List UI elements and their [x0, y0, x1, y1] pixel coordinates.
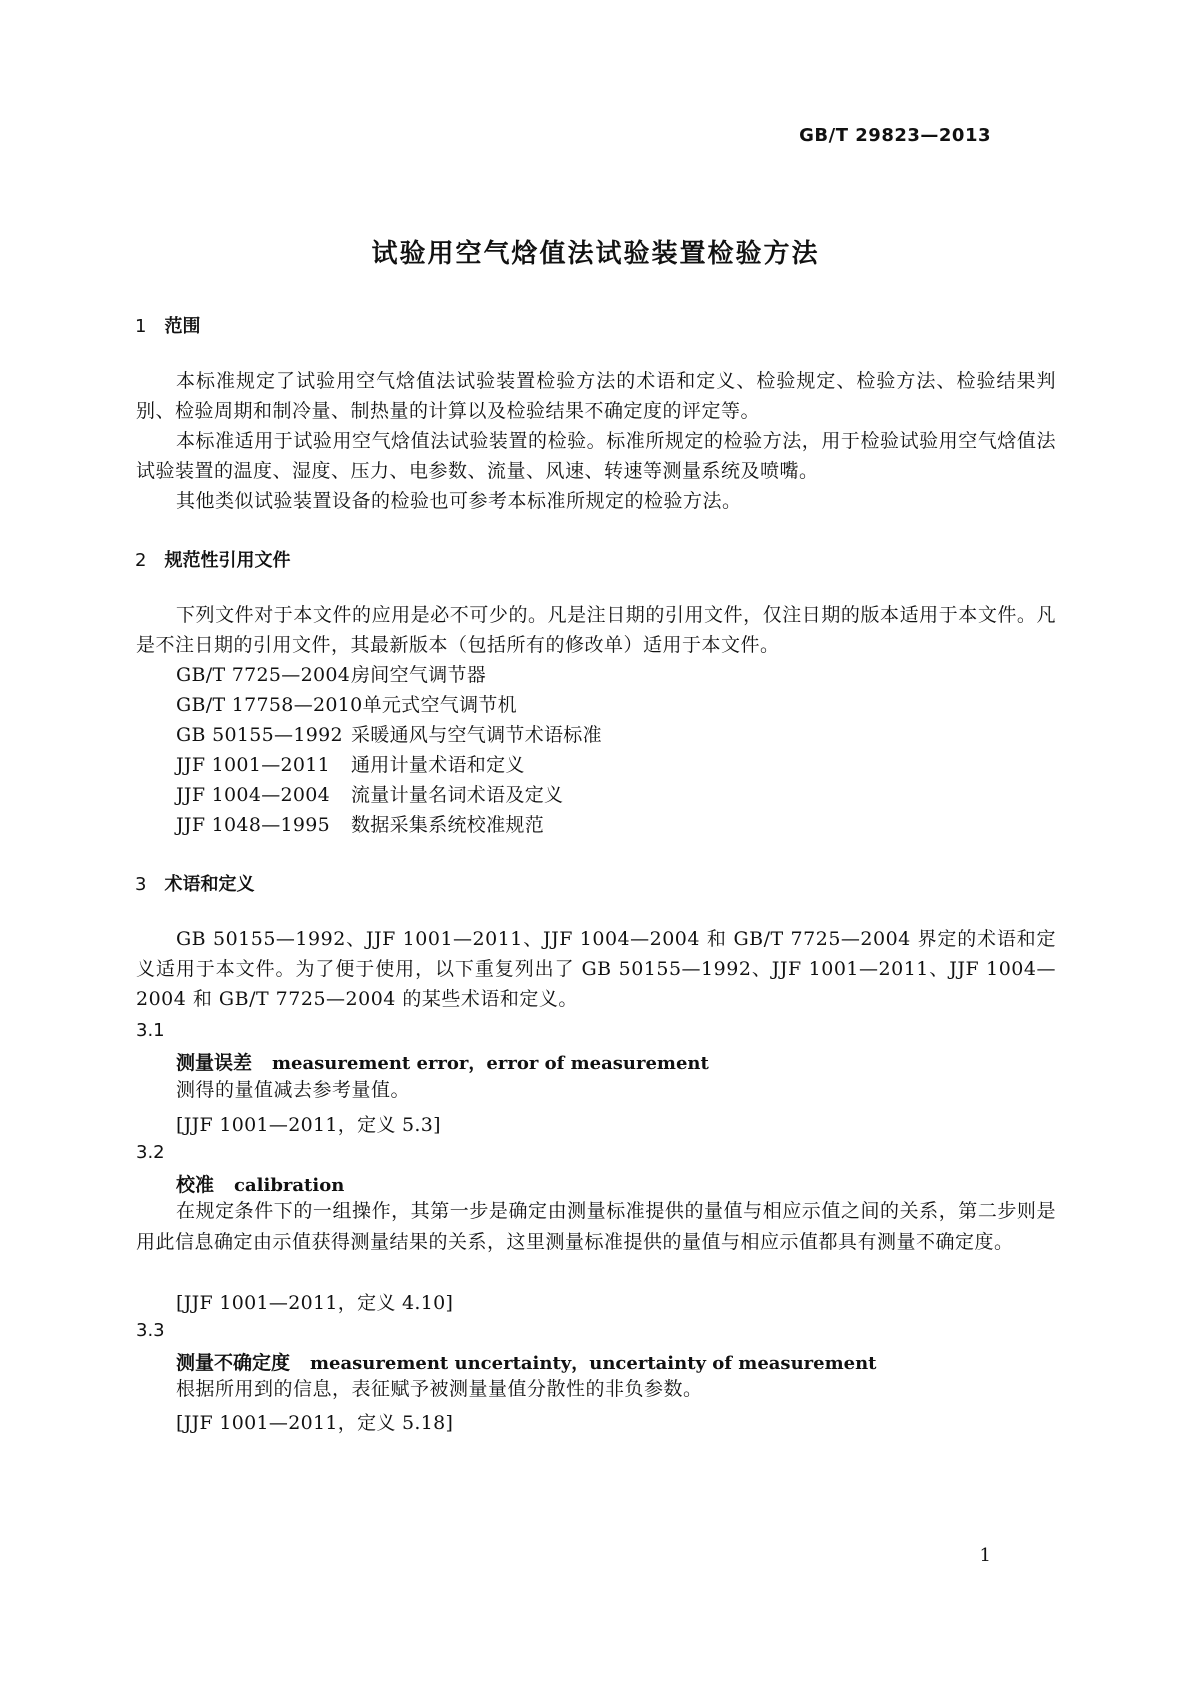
reference-code: GB 50155—1992	[176, 724, 343, 746]
term-number: 3.3	[136, 1320, 165, 1341]
term-name-zh: 测量误差	[176, 1052, 253, 1074]
section-title: 术语和定义	[164, 874, 255, 895]
term-source: [JJF 1001—2011，定义 4.10]	[176, 1292, 454, 1314]
term-name	[176, 1170, 344, 1197]
section-number: 1	[135, 316, 147, 337]
reference-title: 房间空气调节器	[351, 664, 487, 686]
term-source: [JJF 1001—2011，定义 5.18]	[176, 1412, 454, 1434]
section-title: 规范性引用文件	[164, 550, 291, 571]
term-name-zh: 校准	[176, 1174, 215, 1196]
section-1-paragraph-2: 本标准适用于试验用空气焓值法试验装置的检验。标准所规定的检验方法，用于检验试验用空气焓值法试验装置的温度、湿度、压力、电参数、流量、风速、转速等测量系统及喷嘴。	[136, 430, 1056, 482]
term-name-en: calibration	[234, 1175, 345, 1196]
section-3-intro: GB 50155—1992、JJF 1001—2011、JJF 1004—2004 和 GB/T 7725—2004 界定的术语和定义适用于本文件。为了便于使用，以下重复列出了 GB 50155—1992、JJF 1001—2011、JJF 1004—2004 和 GB/T 7725—2004 的某些术语和定义。	[136, 928, 1056, 1010]
term-name	[176, 1348, 877, 1375]
term-name-zh: 测量不确定度	[176, 1352, 291, 1374]
section-1-heading	[135, 312, 200, 338]
section-1-paragraph-3: 其他类似试验装置设备的检验也可参考本标准所规定的检验方法。	[176, 490, 742, 512]
reference-item	[176, 720, 602, 750]
reference-item	[176, 810, 544, 840]
reference-item	[176, 750, 525, 780]
reference-item	[176, 780, 563, 810]
section-number: 2	[135, 550, 147, 571]
term-source: [JJF 1001—2011，定义 5.3]	[176, 1114, 441, 1136]
reference-item	[176, 660, 486, 690]
term-number: 3.2	[136, 1142, 165, 1163]
reference-code: GB/T 7725—2004	[176, 664, 351, 686]
section-title: 范围	[164, 316, 201, 337]
section-2-intro: 下列文件对于本文件的应用是必不可少的。凡是注日期的引用文件，仅注日期的版本适用于本文件。凡是不注日期的引用文件，其最新版本（包括所有的修改单）适用于本文件。	[136, 604, 1056, 656]
section-number: 3	[135, 874, 147, 895]
reference-title: 采暖通风与空气调节术语标准	[351, 724, 602, 746]
reference-code: JJF 1004—2004	[176, 784, 331, 806]
standard-code: GB/T 29823—2013	[799, 125, 991, 146]
page-number: 1	[979, 1545, 991, 1566]
document-title: 试验用空气焓值法试验装置检验方法	[371, 239, 820, 269]
reference-code: GB/T 17758—2010	[176, 694, 363, 716]
reference-code: JJF 1048—1995	[176, 814, 331, 836]
term-definition: 测得的量值减去参考量值。	[176, 1079, 411, 1101]
section-1-paragraph-1: 本标准规定了试验用空气焓值法试验装置检验方法的术语和定义、检验规定、检验方法、检验结果判别、检验周期和制冷量、制热量的计算以及检验结果不确定度的评定等。	[136, 370, 1056, 422]
reference-item	[176, 690, 517, 720]
reference-title: 数据采集系统校准规范	[351, 814, 545, 836]
term-number: 3.1	[136, 1020, 165, 1041]
reference-title: 单元式空气调节机	[362, 694, 517, 716]
section-3-heading	[135, 870, 254, 896]
term-definition: 在规定条件下的一组操作，其第一步是确定由测量标准提供的量值与相应示值之间的关系，第二步则是用此信息确定由示值获得测量结果的关系，这里测量标准提供的量值与相应示值都具有测量不确定度。	[136, 1200, 1056, 1253]
term-definition: 根据所用到的信息，表征赋予被测量量值分散性的非负参数。	[176, 1378, 703, 1400]
reference-title: 通用计量术语和定义	[351, 754, 525, 776]
term-name-en: measurement error，error of measurement	[272, 1053, 709, 1074]
term-name	[176, 1048, 709, 1075]
reference-title: 流量计量名词术语及定义	[351, 784, 564, 806]
term-name-en: measurement uncertainty，uncertainty of measurement	[310, 1353, 877, 1374]
reference-code: JJF 1001—2011	[176, 754, 331, 776]
section-2-heading	[135, 546, 290, 572]
